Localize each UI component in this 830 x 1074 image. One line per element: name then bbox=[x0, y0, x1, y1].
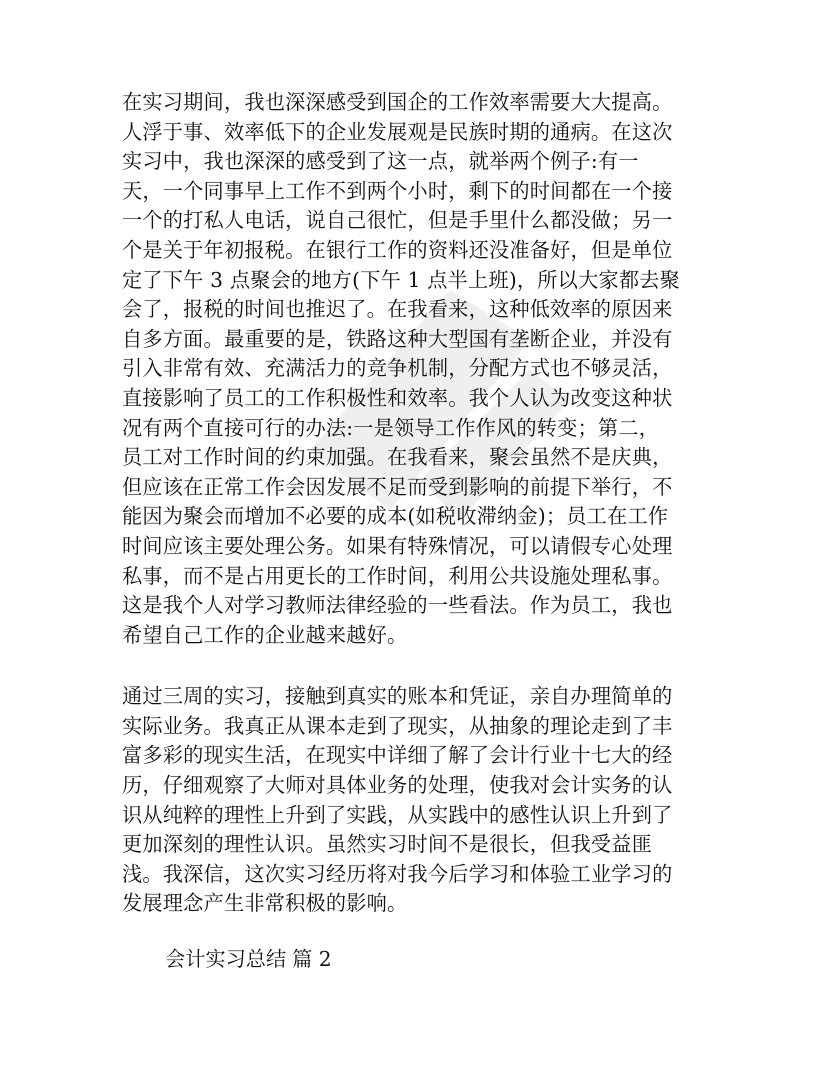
text-line: 这是我个人对学习教师法律经验的一些看法。作为员工，我也 bbox=[122, 593, 673, 618]
text-line: 实际业务。我真正从课本走到了现实，从抽象的理论走到了丰 bbox=[122, 713, 673, 738]
text-line: 况有两个直接可行的办法:一是领导工作作风的转变；第二， bbox=[122, 415, 660, 440]
text-line: 历，仔细观察了大师对具体业务的处理，使我对会计实务的认 bbox=[122, 773, 673, 798]
text-line: 私事，而不是占用更长的工作时间，利用公共设施处理私事。 bbox=[122, 563, 673, 588]
text-line: 富多彩的现实生活，在现实中详细了解了会计行业十七大的经 bbox=[122, 743, 673, 768]
text-line: 员工对工作时间的约束加强。在我看来，聚会虽然不是庆典， bbox=[122, 445, 673, 470]
text-line: 引入非常有效、充满活力的竞争机制，分配方式也不够灵活， bbox=[122, 356, 673, 381]
paragraph-2 bbox=[122, 682, 712, 919]
text-line: 希望自己工作的企业越来越好。 bbox=[122, 622, 408, 647]
text-line: 会了，报税的时间也推迟了。在我看来，这种低效率的原因来 bbox=[122, 297, 673, 322]
text-line: 识从纯粹的理性上升到了实践，从实践中的感性认识上升到了 bbox=[122, 802, 673, 827]
paragraph-1 bbox=[122, 88, 712, 650]
text-line: 浅。我深信，这次实习经历将对我今后学习和体验工业学习的 bbox=[122, 861, 673, 886]
section-heading-number: 篇 2 bbox=[292, 947, 332, 972]
text-line: 直接影响了员工的工作积极性和效率。我个人认为改变这种状 bbox=[122, 385, 673, 410]
text-line: 自多方面。最重要的是，铁路这种大型国有垄断企业，并没有 bbox=[122, 326, 673, 351]
section-heading-title: 会计实习总结 bbox=[165, 947, 287, 972]
text-line: 时间应该主要处理公务。如果有特殊情况，可以请假专心处理 bbox=[122, 533, 673, 558]
text-line: 但应该在正常工作会因发展不足而受到影响的前提下举行，不 bbox=[122, 474, 673, 499]
text-line: 定了下午 3 点聚会的地方(下午 1 点半上班)，所以大家都去聚 bbox=[122, 267, 681, 292]
text-line: 天，一个同事早上工作不到两个小时，剩下的时间都在一个接 bbox=[122, 178, 673, 203]
text-line: 通过三周的实习，接触到真实的账本和凭证，亲自办理简单的 bbox=[122, 684, 673, 709]
text-line: 更加深刻的理性认识。虽然实习时间不是很长，但我受益匪 bbox=[122, 832, 653, 857]
text-line: 一个的打私人电话，说自己很忙，但是手里什么都没做；另一 bbox=[122, 208, 673, 233]
text-line: 人浮于事、效率低下的企业发展观是民族时期的通病。在这次 bbox=[122, 119, 673, 144]
text-line: 发展理念产生非常积极的影响。 bbox=[122, 891, 408, 916]
paragraph-spacer bbox=[122, 650, 712, 682]
section-heading bbox=[122, 945, 712, 975]
text-line: 能因为聚会而增加不必要的成本(如税收滞纳金)；员工在工作 bbox=[122, 504, 669, 529]
text-line: 个是关于年初报税。在银行工作的资料还没准备好，但是单位 bbox=[122, 237, 673, 262]
document-body bbox=[122, 88, 712, 975]
text-line: 实习中，我也深深的感受到了这一点，就举两个例子:有一 bbox=[122, 149, 639, 174]
text-line: 在实习期间，我也深深感受到国企的工作效率需要大大提高。 bbox=[122, 90, 673, 114]
